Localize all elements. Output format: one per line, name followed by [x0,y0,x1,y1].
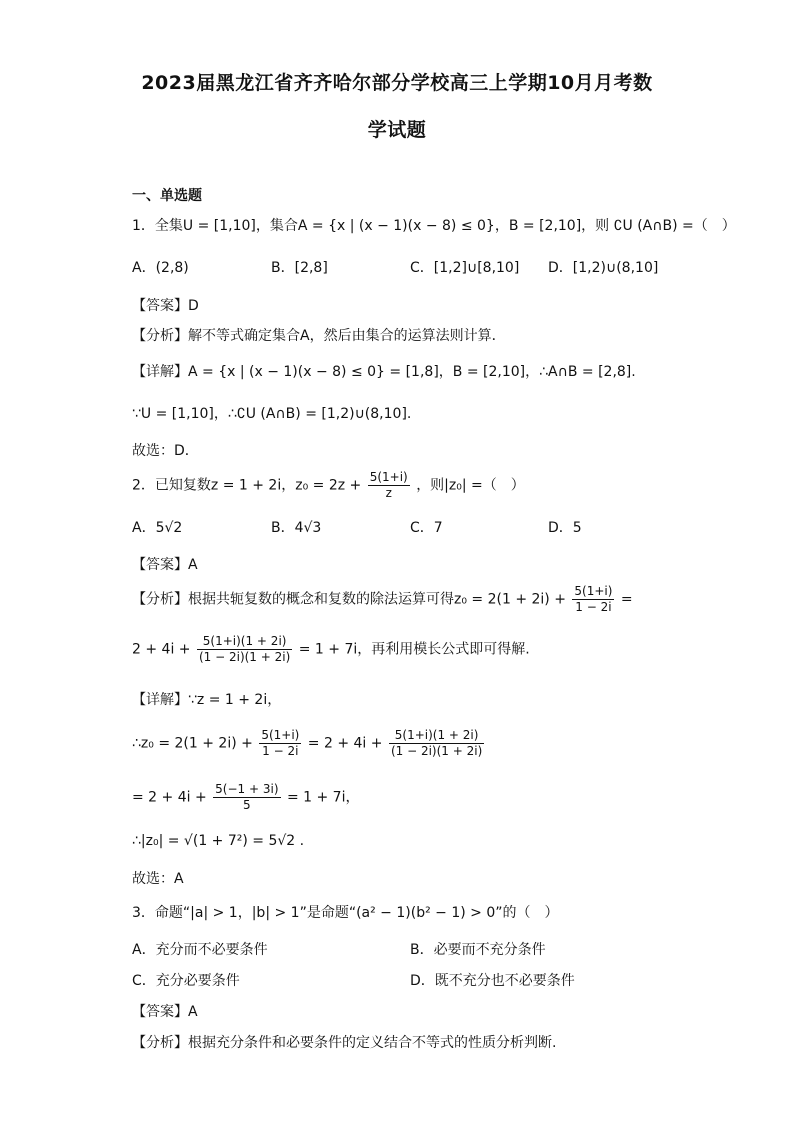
q2-stem-num: 5(1+i) [369,470,408,484]
q1-option-b: B．[2,8] [271,260,328,276]
q2-analysis-den: 1 − 2i [575,600,612,614]
q2-option-c: C．7 [410,520,443,536]
q3-stem: 3．命题“|a| > 1，|b| > 1”是命题“(a² − 1)(b² − 1) > 0”的（ ） [132,905,559,921]
q1-option-a: A．(2,8) [132,260,189,276]
q2-detail-4: ∴|z₀| = √(1 + 7²) = 5√2 . [132,833,305,849]
q2-d2-fraction-1 [259,728,301,759]
q2-line2-pre: 2 + 4i + [132,641,191,658]
q2-stem-post: ，则|z₀| =（ ） [416,477,525,494]
q2-option-a: A．5√2 [132,520,183,536]
q2-detail-2 [132,728,486,759]
q1-choose: 故选：D． [132,443,199,459]
q3-analysis: 【分析】根据充分条件和必要条件的定义结合不等式的性质分析判断. [132,1035,557,1051]
q2-d2-pre: ∴z₀ = 2(1 + 2i) + [132,735,253,752]
q2-d3-den: 5 [243,798,251,812]
q2-d3-post: = 1 + 7i， [286,789,360,806]
q1-option-d: D．[1,2)∪(8,10] [548,260,659,276]
q2-choose: 故选：A [132,871,184,887]
q1-answer: 【答案】D [132,298,199,314]
q2-d2-num-2: 5(1+i)(1 + 2i) [389,728,484,744]
doc-title-line1: 2023届黑龙江省齐齐哈尔部分学校高三上学期10月月考数 [141,72,653,94]
q2-d2-den-1: 1 − 2i [262,744,299,758]
q2-line2-post: = 1 + 7i，再利用模长公式即可得解. [298,641,530,658]
q2-detail-1: 【详解】∵z = 1 + 2i， [132,692,282,708]
q1-detail-1: 【详解】A = {x | (x − 1)(x − 8) ≤ 0} = [1,8]，B = [2,10]，∴A∩B = [2,8]. [132,364,636,380]
q2-option-b: B．4√3 [271,520,322,536]
q3-option-c: C．充分必要条件 [132,973,240,989]
q2-analysis [132,584,633,615]
q2-line2-num: 5(1+i)(1 + 2i) [197,634,292,650]
q2-d2-fraction-2 [389,728,484,759]
q2-d3-fraction [213,782,280,813]
q2-line2-den: (1 − 2i)(1 + 2i) [198,650,291,664]
doc-title-line2: 学试题 [367,119,427,141]
q2-d2-mid: = 2 + 4i + [307,735,383,752]
q1-stem: 1．全集U = [1,10]，集合A = {x | (x − 1)(x − 8) ≤ 0}，B = [2,10]，则 ∁U (A∩B) =（ ） [132,218,736,234]
q2-option-d: D．5 [548,520,582,536]
q2-stem-pre: 2．已知复数z = 1 + 2i，z₀ = 2z + [132,477,362,494]
q2-analysis-pre: 【分析】根据共轭复数的概念和复数的除法运算可得z₀ = 2(1 + 2i) + [132,591,566,608]
q2-d2-num-1: 5(1+i) [261,728,300,742]
q3-option-a: A．充分而不必要条件 [132,942,268,958]
q2-stem [132,470,525,501]
q2-detail-3 [132,782,359,813]
q2-stem-fraction [368,470,410,501]
q2-answer: 【答案】A [132,557,198,573]
q2-analysis-num: 5(1+i) [574,584,613,598]
q1-option-c: C．[1,2]∪[8,10] [410,260,520,276]
q2-analysis-fraction [572,584,614,615]
q2-d3-num: 5(−1 + 3i) [215,782,279,796]
q2-analysis-eq: = [620,591,633,608]
q1-analysis: 【分析】解不等式确定集合A，然后由集合的运算法则计算． [132,328,506,344]
q1-detail-2: ∵U = [1,10]，∴∁U (A∩B) = [1,2)∪(8,10]. [132,406,412,422]
section-heading: 一、单选题 [132,188,202,204]
q2-d2-den-2: (1 − 2i)(1 + 2i) [390,744,483,758]
q3-answer: 【答案】A [132,1004,198,1020]
q3-option-d: D．既不充分也不必要条件 [410,973,575,989]
q2-line2-fraction [197,634,292,665]
q2-stem-den: z [385,486,392,500]
q3-option-b: B．必要而不充分条件 [410,942,546,958]
q2-analysis-line2 [132,634,530,665]
q2-d3-pre: = 2 + 4i + [132,789,207,806]
